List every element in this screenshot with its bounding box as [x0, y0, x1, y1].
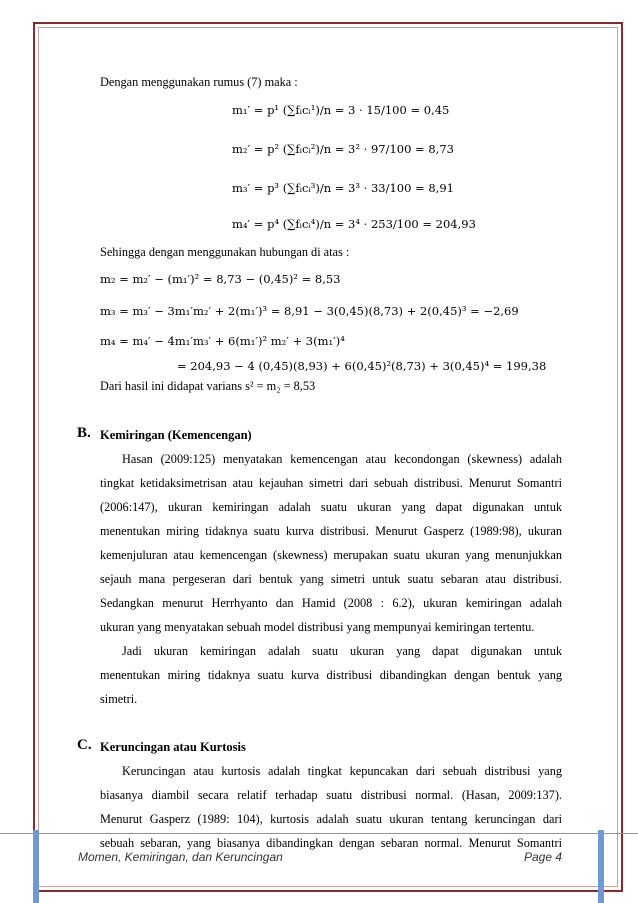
- section-b-letter: B.: [77, 425, 91, 441]
- footer-right-bar: [598, 830, 604, 903]
- section-b-line-9: Jadi ukuran kemiringan adalah suatu ukuran yang dapat digunakan untuk: [122, 644, 562, 658]
- varians-text: Dari hasil ini didapat varians s² = m₂ = 8,53: [100, 379, 316, 393]
- section-b-line-5: kemenjuluran atau kemencengan (skewness) merupakan suatu ukuran yang menunjukkan: [100, 548, 562, 562]
- moment-eq-3-text: m₃′ = p³ (∑fᵢcᵢ³)/n = 3³ · 33/100 = 8,91: [232, 181, 454, 195]
- relation-m4-cont: = 204,93 − 4 (0,45)(8,93) + 6(0,45)²(8,73) + 3(0,45)⁴ = 199,38: [177, 359, 547, 373]
- section-b-line-7: Sedangkan menurut Herrhyanto dan Hamid (2008 : 6.2), ukuran kemiringan adalah: [100, 596, 562, 610]
- section-b-line-6: sejauh mana pergeseran dari bentuk yang simetri untuk suatu sebaran atau distribusi.: [100, 572, 562, 586]
- section-c-line-3: Menurut Gasperz (1989: 104), kurtosis adalah suatu ukuran tentang keruncingan dari: [100, 812, 562, 826]
- section-b-line-2: tingkat ketidaksimetrisan atau kejauhan simetri dari sebuah distribusi. Menurut Somantri: [100, 476, 562, 490]
- section-b-line-11: simetri.: [100, 692, 138, 706]
- section-c-title: Keruncingan atau Kurtosis: [100, 740, 246, 754]
- section-c-letter: C.: [77, 737, 92, 753]
- relation-m3: m₃ = m₃′ − 3m₁′m₂′ + 2(m₁′)³ = 8,91 − 3(0,45)(8,73) + 2(0,45)³ = −2,69: [100, 304, 519, 318]
- section-b-line-3: (2006:147), ukuran kemiringan adalah suatu ukuran yang dapat digunakan untuk: [100, 500, 562, 514]
- moment-eq-1-text: m₁′ = p¹ (∑fᵢcᵢ¹)/n = 3 · 15/100 = 0,45: [232, 103, 450, 117]
- relation-m4: m₄ = m₄′ − 4m₁′m₃′ + 6(m₁′)² m₂′ + 3(m₁′)⁴: [100, 334, 345, 348]
- section-b-line-10: menentukan miring tidaknya suatu kurva distribusi dibandingkan dengan bentuk yang: [100, 668, 562, 682]
- sehingga-text: Sehingga dengan menggunakan hubungan di atas :: [100, 245, 350, 259]
- section-c-line-2: biasanya diambil secara relatif terhadap suatu distribusi normal. (Hasan, 2009:137).: [100, 788, 562, 802]
- section-b-line-1: Hasan (2009:125) menyatakan kemencengan atau kecondongan (skewness) adalah: [122, 452, 562, 466]
- moment-eq-4-text: m₄′ = p⁴ (∑fᵢcᵢ⁴)/n = 3⁴ · 253/100 = 204,93: [232, 217, 476, 231]
- moment-eq-3: [232, 181, 454, 195]
- footer-title: Momen, Kemiringan, dan Keruncingan: [78, 850, 283, 864]
- section-b-line-8: ukuran yang menyatakan sebuah model distribusi yang mempunyai kemiringan tertentu.: [100, 620, 535, 634]
- relation-m2: m₂ = m₂′ − (m₁′)² = 8,73 − (0,45)² = 8,53: [100, 272, 341, 286]
- moment-eq-1: [232, 103, 449, 117]
- footer-rule: [0, 833, 638, 834]
- intro-text: Dengan menggunakan rumus (7) maka :: [100, 75, 298, 89]
- moment-eq-2: [232, 142, 454, 156]
- section-c-line-1: Keruncingan atau kurtosis adalah tingkat kepuncakan dari sebuah distribusi yang: [122, 764, 562, 778]
- footer-left-bar: [33, 830, 39, 903]
- moment-eq-2-text: m₂′ = p² (∑fᵢcᵢ²)/n = 3² · 97/100 = 8,73: [232, 142, 454, 156]
- section-b-line-4: menentukan miring tidaknya suatu kurva distribusi. Menurut Gasperz (1989:98), ukuran: [100, 524, 562, 538]
- section-b-title: Kemiringan (Kemencengan): [100, 428, 252, 442]
- moment-eq-4: [232, 217, 476, 231]
- section-c-line-4: sebuah sebaran, yang biasanya dibandingkan dengan sebaran normal. Menurut Somantri: [100, 836, 562, 850]
- footer-page-number: Page 4: [524, 850, 563, 864]
